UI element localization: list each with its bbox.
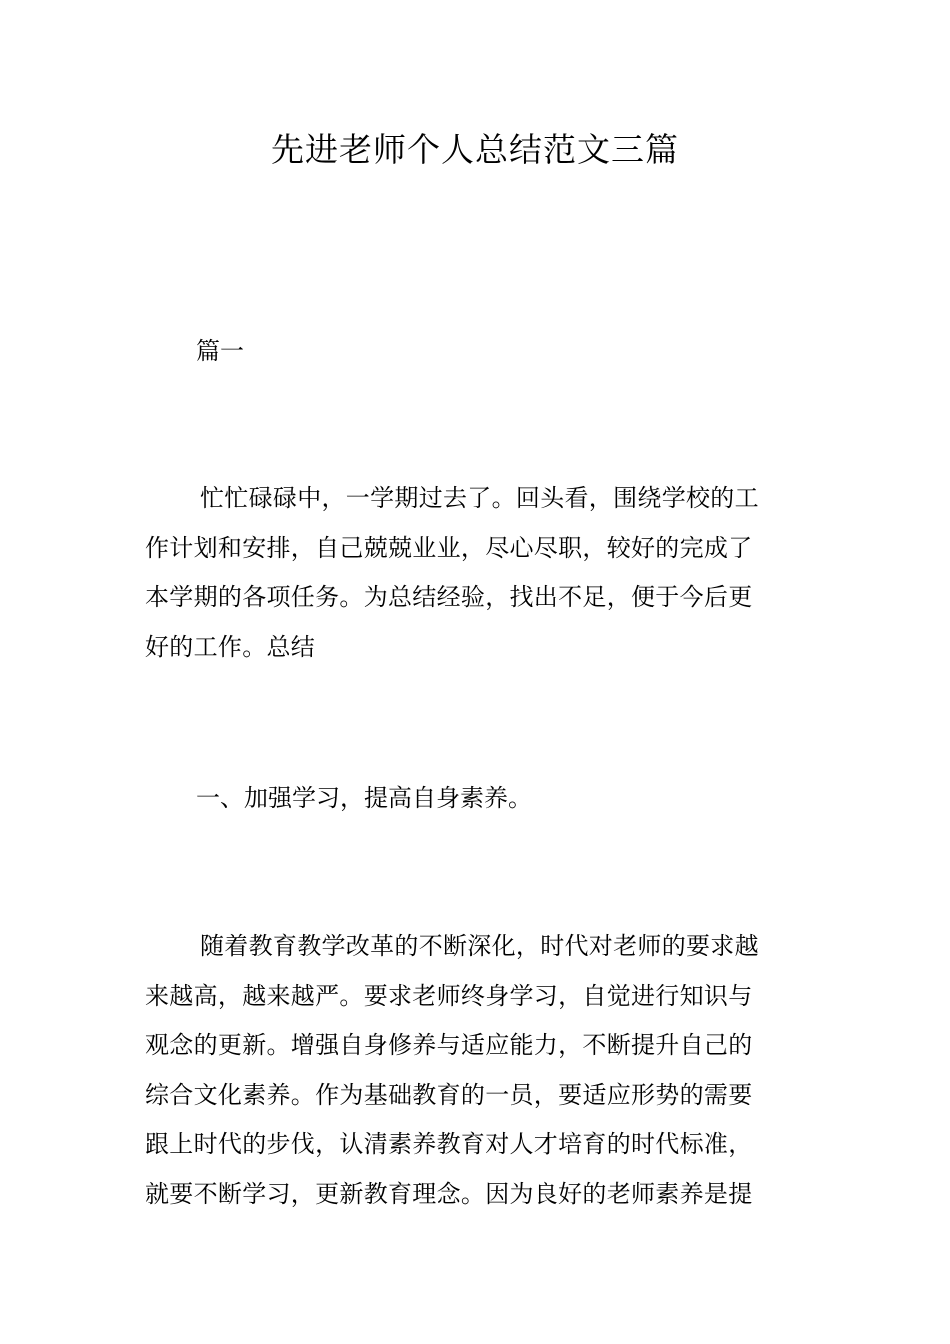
paragraph-two-line: 就要不断学习，更新教育理念。因为良好的老师素养是提 xyxy=(145,1179,753,1208)
paragraph-two-line: 观念的更新。增强自身修养与适应能力，不断提升自己的 xyxy=(145,1031,753,1059)
paragraph-one-line: 好的工作。总结 xyxy=(145,632,316,661)
paragraph-one-line: 作计划和安排，自己兢兢业业，尽心尽职，较好的完成了 xyxy=(145,533,753,562)
paragraph-one xyxy=(145,474,809,672)
paragraph-two-line: 综合文化素养。作为基础教育的一员，要适应形势的需要 xyxy=(145,1080,753,1109)
paragraph-two-line: 来越高，越来越严。要求老师终身学习，自觉进行知识与 xyxy=(145,981,753,1010)
heading-one: 一、加强学习，提高自身素养。 xyxy=(196,784,532,812)
paragraph-two-line: 跟上时代的步伐，认清素养教育对人才培育的时代标准， xyxy=(145,1130,753,1158)
section-label-one: 篇一 xyxy=(196,337,244,365)
paragraph-one-line: 忙忙碌碌中，一学期过去了。回头看，围绕学校的工 xyxy=(200,484,759,512)
document-title: 先进老师个人总结范文三篇 xyxy=(271,130,679,169)
paragraph-two-line: 随着教育教学改革的不断深化，时代对老师的要求越 xyxy=(200,932,759,960)
paragraph-two xyxy=(145,922,809,1219)
paragraph-one-line: 本学期的各项任务。为总结经验，找出不足，便于今后更 xyxy=(145,583,753,611)
